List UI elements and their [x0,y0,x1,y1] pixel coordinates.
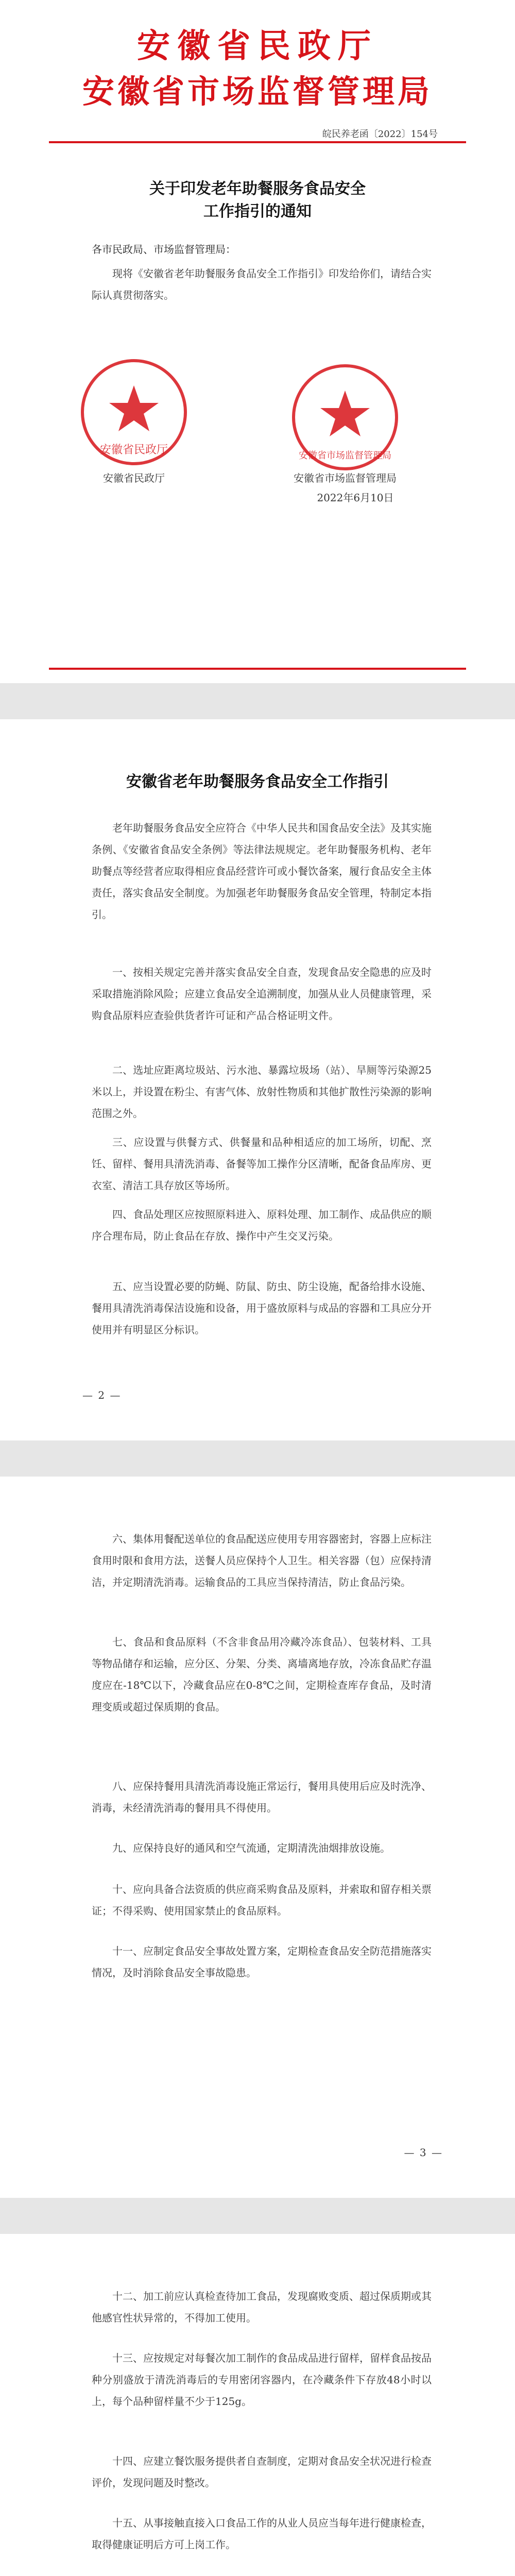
p3-para-3: 九、应保持良好的通风和空气流通，定期清洗油烟排放设施。 [112,1842,390,1854]
p3-para-1: 七、食品和食品原料（不含非食品用冷藏冷冻食品）、包装材料、工具等物品储存和运输，应分区、分架、分类、离墙离地存放，冷冻食品贮存温度应在-18℃以下，冷藏食品应在0-8℃之间，定期检查库存食品，及时清理变质或超过保质期的食品。 [92,1636,432,1713]
p4-para-4 [92,2574,432,2576]
sign-left: 安徽省民政厅 [103,472,165,484]
guide-para-3: 三、应设置与供餐方式、供餐量和品种相适应的加工场所，切配、烹饪、留样、餐用具清洗消毒、备餐等加工操作分区清晰，配备食品库房、更衣室、清洁工具存放区等场所。 [92,1136,432,1192]
sign-date: 2022年6月10日 [317,492,394,504]
sign-right: 安徽省市场监督管理局 [294,472,397,484]
p3-para-0: 六、集体用餐配送单位的食品配送应使用专用容器密封，容器上应标注食用时限和食用方法，送餐人员应保持个人卫生。相关容器（包）应保持清洁，并定期清洗消毒。运输食品的工具应当保持清洁，防止食品污染。 [92,1533,432,1588]
header-org-1: 安徽省民政厅 [137,27,378,65]
p3-para-2: 八、应保持餐用具清洗消毒设施正常运行，餐用具使用后应及时洗净、消毒，未经清洗消毒的餐用具不得使用。 [92,1780,432,1814]
page-3 [0,1477,515,2198]
header-org-2: 安徽省市场监督管理局 [82,73,433,110]
guide-title: 安徽省老年助餐服务食品安全工作指引 [126,773,389,791]
notice-title-line1: 关于印发老年助餐服务食品安全 [149,180,366,198]
notice-title [0,178,515,223]
page-1 [0,0,515,683]
p4-para-2: 十四、应建立餐饮服务提供者自查制度，定期对食品安全状况进行检查评价，发现问题及时整改。 [92,2455,432,2489]
red-rule-bottom [49,668,466,670]
page-number-2: — 2 — [82,1389,122,1401]
p4-para-0: 十二、加工前应认真检查待加工食品，发现腐败变质、超过保质期或其他感官性状异常的，不得加工使用。 [92,2290,432,2324]
seal-left-text: 安徽省民政厅 [99,444,168,456]
seal-right [288,361,402,474]
notice-body: 现将《安徽省老年助餐服务食品安全工作指引》印发给你们，请结合实际认真贯彻落实。 [92,267,432,301]
guide-para-0: 老年助餐服务食品安全应符合《中华人民共和国食品安全法》及其实施条例、《安徽省食品安全条例》等法律法规规定。老年助餐服务机构、老年助餐点等经营者应取得相应食品经营许可或小餐饮备案，履行食品安全主体责任，落实食品安全制度。为加强老年助餐服务食品安全管理，特制定本指引。 [92,822,432,921]
guide-para-2: 二、选址应距离垃圾站、污水池、暴露垃圾场（站）、旱厕等污染源25米以上，并设置在粉尘、有害气体、放射性物质和其他扩散性污染源的影响范围之外。 [92,1064,432,1120]
p4-para-1: 十三、应按规定对每餐次加工制作的食品成品进行留样，留样食品按品种分别盛放于清洗消毒后的专用密闭容器内，在冷藏条件下存放48小时以上，每个品种留样量不少于125g。 [92,2352,432,2408]
page-2 [0,719,515,1440]
guide-para-5: 五、应当设置必要的防蝇、防鼠、防虫、防尘设施，配备给排水设施、餐用具清洗消毒保洁设施和设备，用于盛放原料与成品的容器和工具应分开使用并有明显区分标识。 [92,1280,432,1336]
seal-right-text: 安徽省市场监督管理局 [299,450,391,461]
p3-para-4: 十、应向具备合法资质的供应商采购食品及原料，并索取和留存相关票证；不得采购、使用国家禁止的食品原料。 [92,1883,432,1917]
guide-para-4: 四、食品处理区应按照原料进入、原料处理、加工制作、成品供应的顺序合理布局，防止食品在存放、操作中产生交叉污染。 [92,1208,432,1242]
salutation: 各市民政局、市场监督管理局： [92,243,236,256]
guide-para-1: 一、按相关规定完善并落实食品安全自查，发现食品安全隐患的应及时采取措施消除风险；应建立食品安全追溯制度，加强从业人员健康管理，采购食品原料应查验供货者许可证和产品合格证明文件。 [92,966,432,1022]
notice-title-line2: 工作指引的通知 [203,202,312,221]
seal-left [77,355,191,469]
p3-para-5: 十一、应制定食品安全事故处置方案，定期检查食品安全防范措施落实情况，及时消除食品安全事故隐患。 [92,1945,432,1979]
doc-number: 皖民养老函〔2022〕154号 [322,129,438,140]
red-rule-top [49,141,466,143]
page-number-3: — 3 — [404,2146,443,2159]
page-4 [0,2234,515,2576]
p4-para-3: 十五、从事接触直接入口食品工作的从业人员应当每年进行健康检查，取得健康证明后方可上岗工作。 [92,2517,432,2551]
